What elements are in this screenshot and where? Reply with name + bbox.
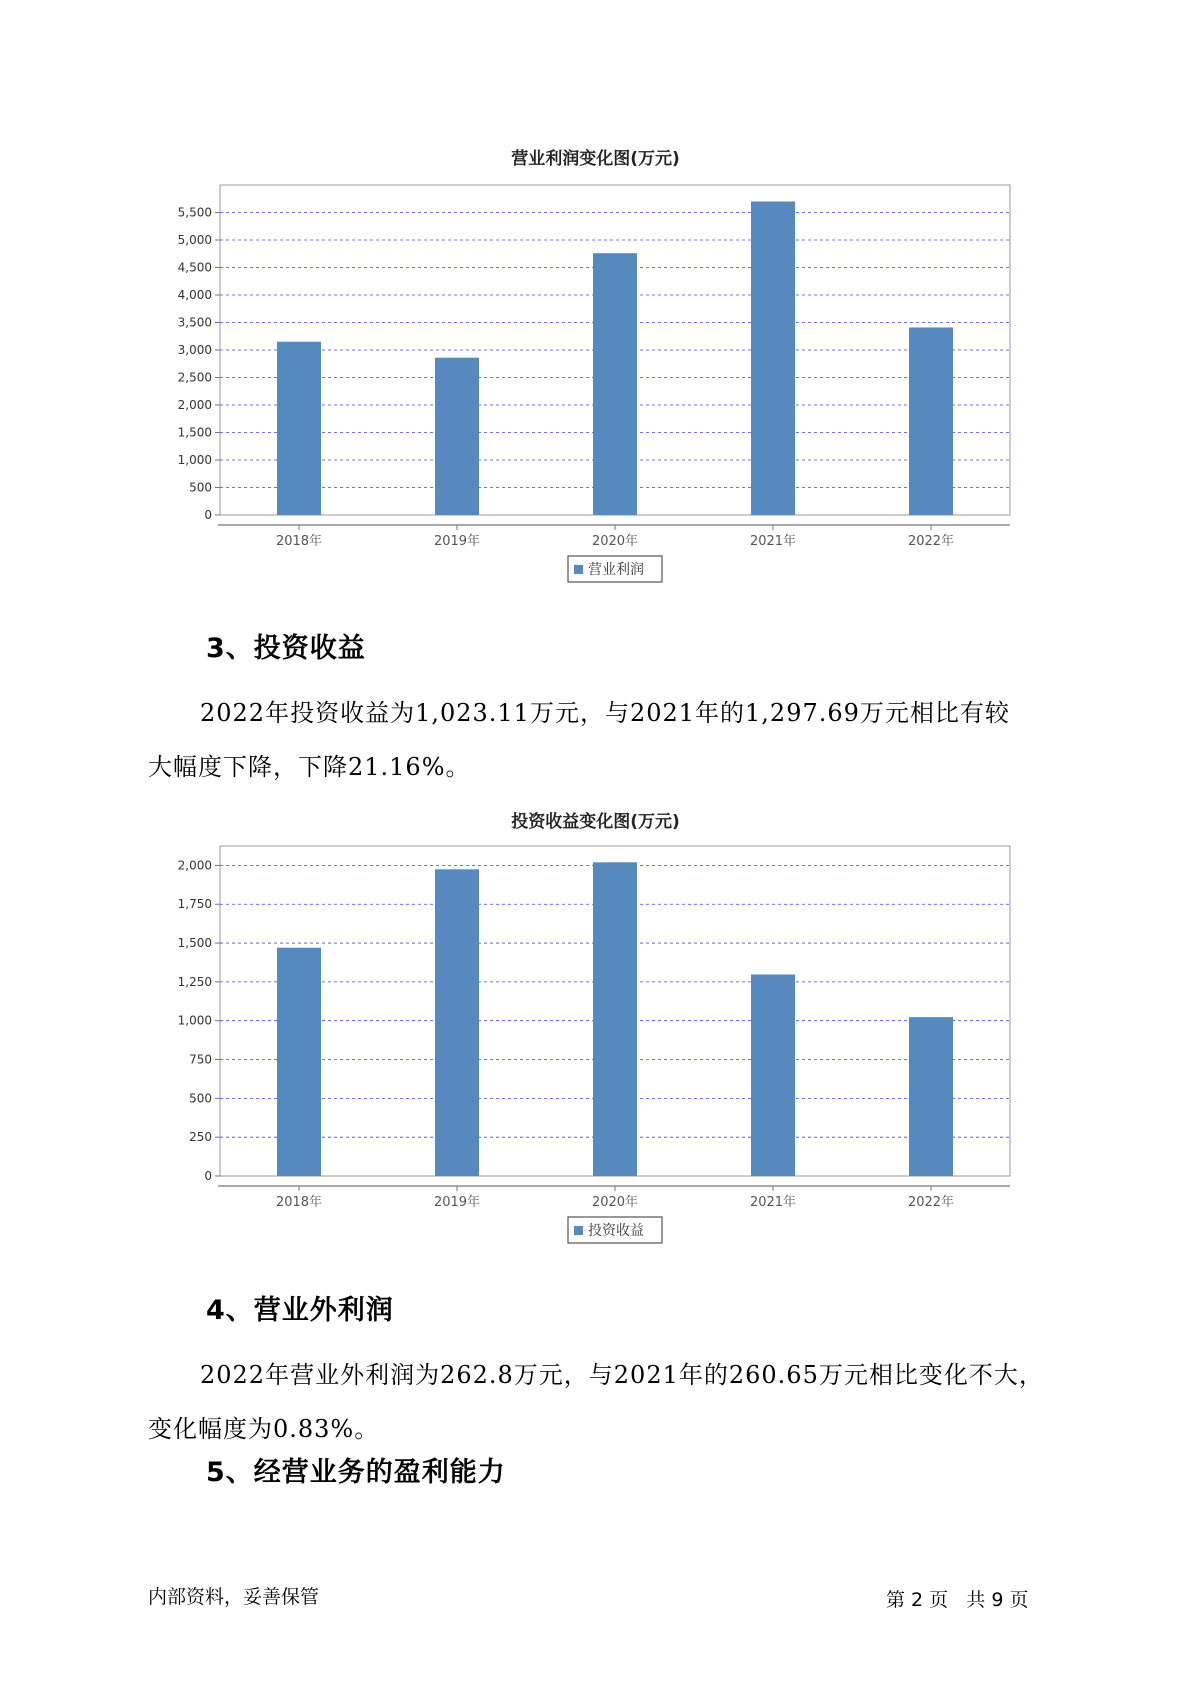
bar-2020年	[593, 862, 637, 1176]
x-tick-label: 2021年	[749, 534, 797, 549]
y-tick-label: 5,500	[177, 205, 212, 220]
section-3-heading: 3、投资收益	[206, 633, 366, 664]
y-tick-label: 1,750	[177, 897, 212, 912]
footer-confidential-note: 内部资料，妥善保管	[148, 1586, 320, 1608]
x-tick-label: 2020年	[591, 534, 639, 549]
y-tick-label: 250	[189, 1130, 212, 1145]
y-tick-label: 2,500	[177, 370, 212, 385]
x-tick-label: 2020年	[591, 1195, 639, 1210]
y-tick-label: 750	[189, 1052, 212, 1067]
y-tick-label: 2,000	[177, 398, 212, 412]
bar-2022年	[909, 1017, 953, 1176]
section-4-line-2: 变化幅度为0.83%。	[148, 1415, 380, 1443]
chart2-title: 投资收益变化图(万元)	[511, 812, 680, 832]
y-tick-label: 5,000	[177, 233, 212, 247]
x-tick-label: 2018年	[275, 534, 323, 549]
legend-swatch	[574, 1226, 583, 1235]
y-tick-label: 500	[189, 480, 212, 495]
x-tick-label: 2019年	[433, 534, 481, 549]
y-tick-label: 2,000	[177, 858, 212, 873]
y-tick-label: 1,000	[177, 1013, 212, 1028]
y-tick-label: 1,000	[177, 453, 212, 467]
y-tick-label: 3,500	[177, 315, 212, 330]
legend-label: 营业利润	[588, 562, 644, 578]
x-tick-label: 2018年	[275, 1195, 323, 1210]
section-4-line-1: 2022年营业外利润为262.8万元，与2021年的260.65万元相比变化不大，	[200, 1361, 1044, 1389]
bar-2018年	[277, 948, 321, 1176]
chart1-title: 营业利润变化图(万元)	[511, 149, 680, 169]
section-3-line-2: 大幅度下降，下降21.16%。	[148, 753, 471, 781]
y-tick-label: 0	[204, 1169, 212, 1183]
section-3-line-1: 2022年投资收益为1,023.11万元，与2021年的1,297.69万元相比有较	[200, 699, 1010, 727]
section-4-paragraph	[148, 1348, 1078, 1456]
bar-2021年	[751, 974, 795, 1176]
y-tick-label: 4,000	[177, 288, 212, 302]
x-tick-label: 2021年	[749, 1195, 797, 1210]
footer-page-number: 第 2 页 共 9 页	[886, 1589, 1029, 1611]
bar-2019年	[435, 869, 479, 1176]
legend-label: 投资收益	[588, 1223, 644, 1239]
x-tick-label: 2022年	[907, 534, 955, 549]
y-tick-label: 0	[204, 508, 212, 522]
section-4-heading: 4、营业外利润	[206, 1295, 394, 1326]
section-5-heading: 5、经营业务的盈利能力	[206, 1457, 506, 1488]
y-tick-label: 4,500	[177, 260, 212, 275]
y-tick-label: 500	[189, 1091, 212, 1106]
y-tick-label: 1,250	[177, 974, 212, 989]
x-tick-label: 2019年	[433, 1195, 481, 1210]
y-tick-label: 3,000	[177, 343, 212, 357]
y-tick-label: 1,500	[177, 425, 212, 440]
y-tick-label: 1,500	[177, 936, 212, 951]
x-tick-label: 2022年	[907, 1195, 955, 1210]
